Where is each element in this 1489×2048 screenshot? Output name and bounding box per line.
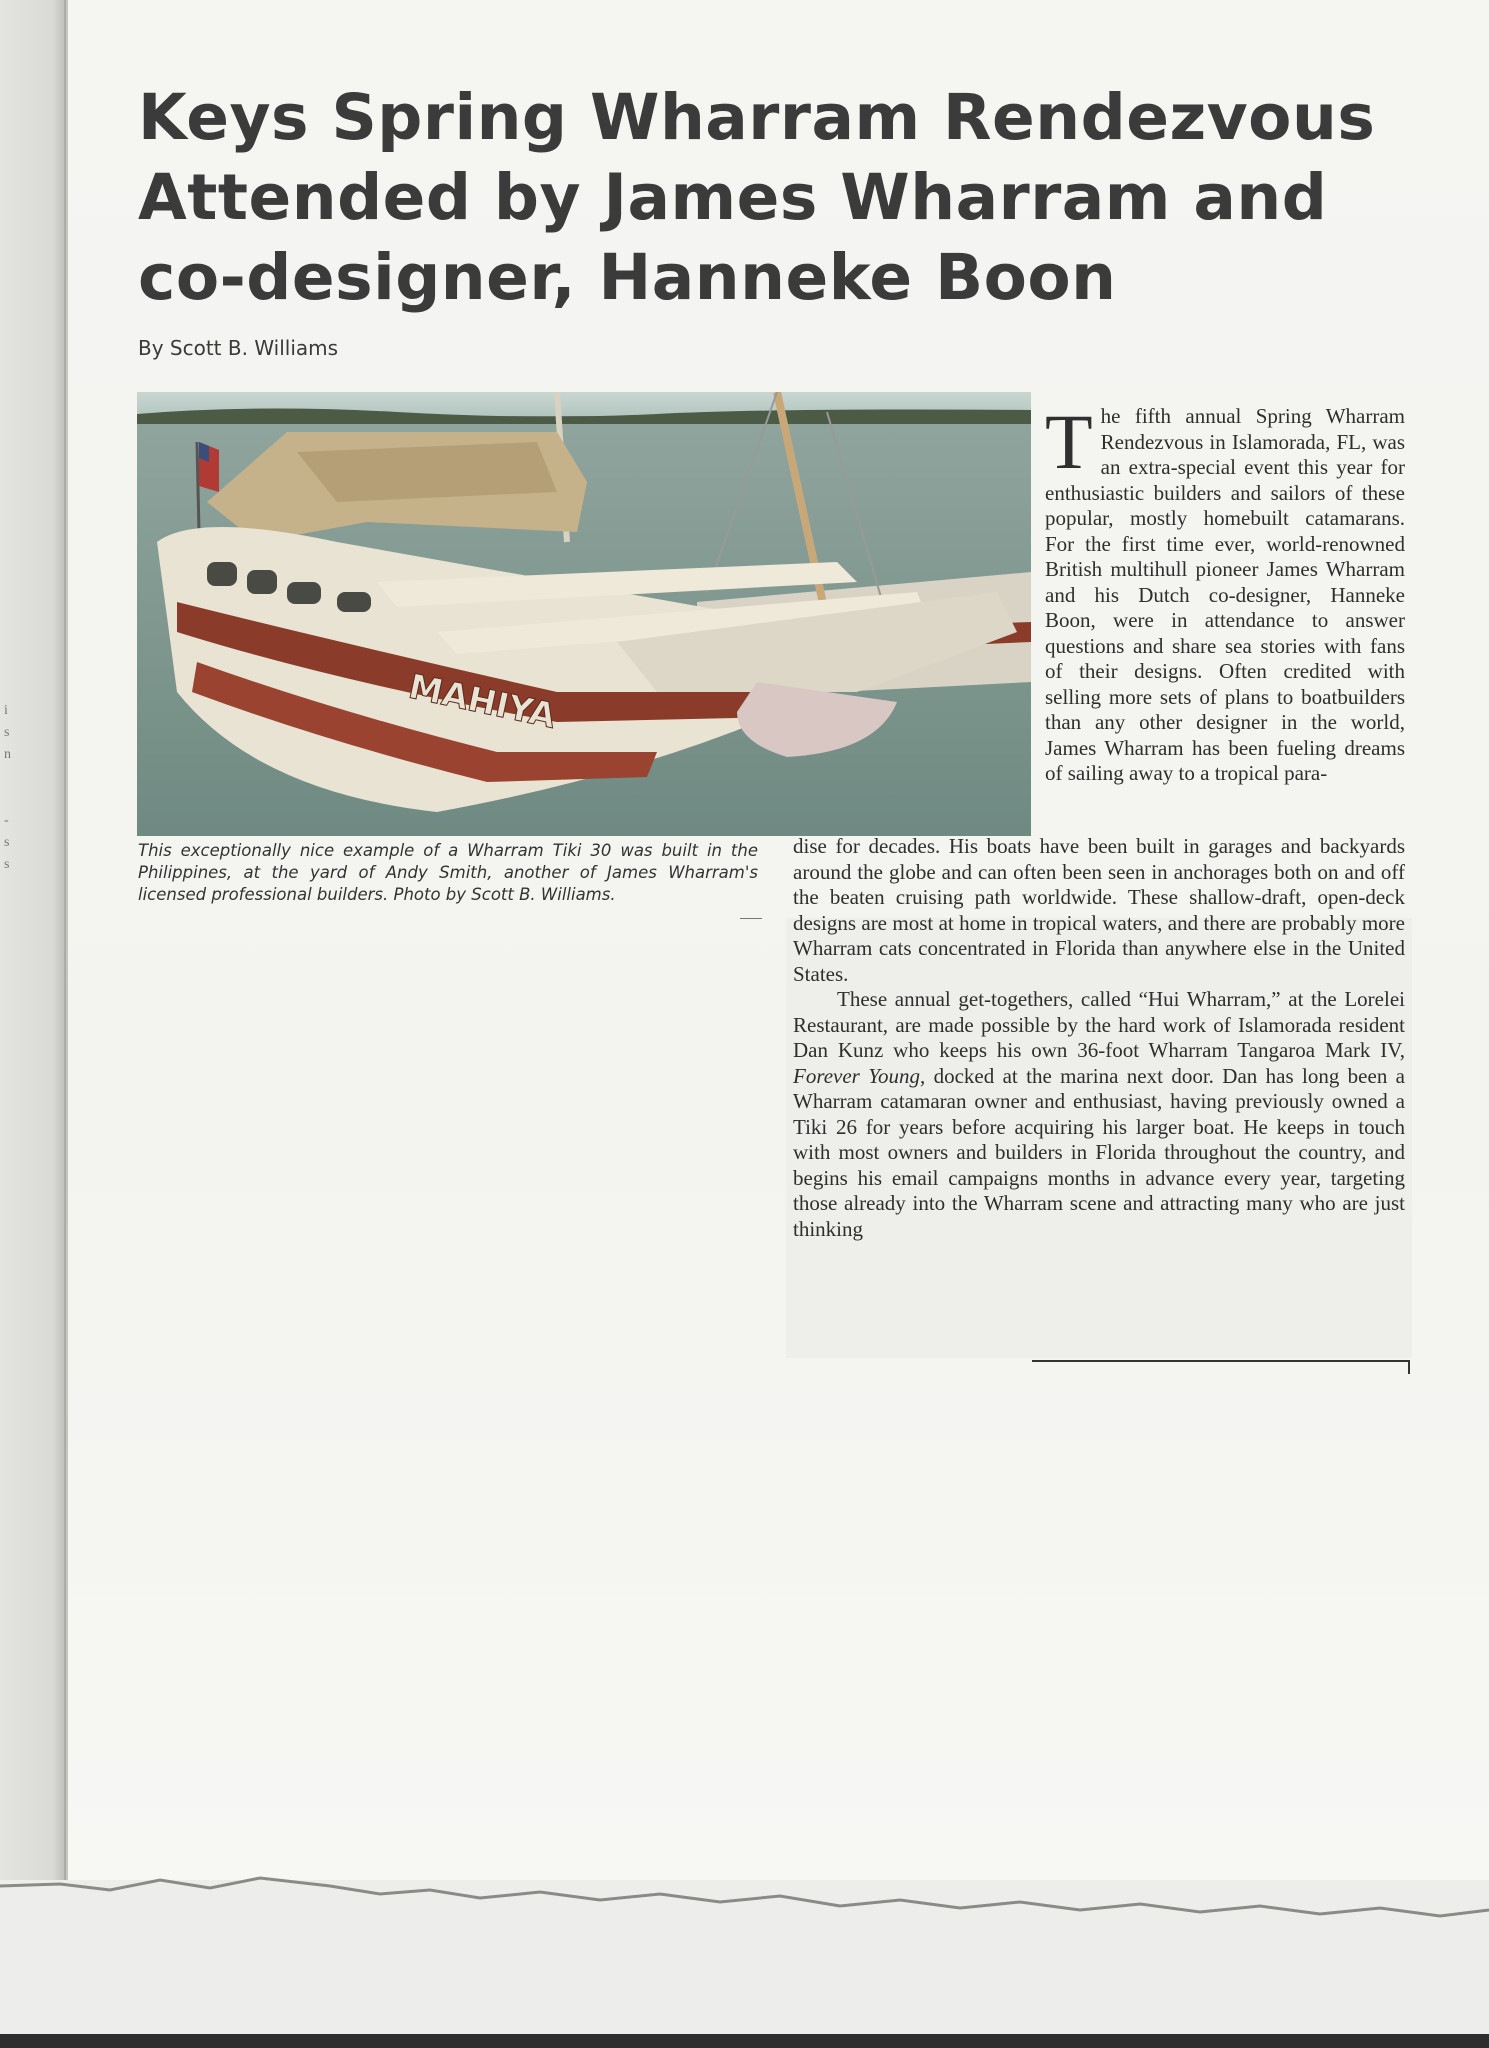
column-end-rule bbox=[1032, 1360, 1410, 1362]
caption-rule bbox=[740, 918, 762, 919]
article-body-column-top bbox=[1045, 398, 1405, 787]
article-body-column-wide bbox=[793, 834, 1405, 1242]
hull-name-lettering: MAHIYA bbox=[405, 666, 560, 737]
scan-left-edge bbox=[0, 0, 66, 2048]
paragraph-1-head: he fifth annual Spring Wharram Rendezvous in Islamorada, FL, was an extra-special event this year for enthusiastic builders and sailors of these popular, mostly homebuilt catamarans. For the first time ever, world-renowned British multihull pioneer James Wharram and his Dutch co-designer, Hanneke Boon, were in attendance to answer questions and share sea stories with fans of their designs. Often credited with selling more sets of plans to boatbuilders than any other designer in the world, James Wharram has been fueling dreams of sailing away to a tropical para- bbox=[1045, 404, 1405, 785]
article-photo bbox=[137, 392, 1031, 836]
article-byline: By Scott B. Williams bbox=[138, 336, 339, 360]
paragraph-2-part-a: These annual get-togethers, called “Hui Wharram,” at the Lorelei Restaurant, are made possible by the hard work of Islamorada resident Dan Kunz who keeps his own 36-foot Wharram Tangaroa Mark IV, bbox=[793, 987, 1405, 1062]
paragraph-2 bbox=[793, 987, 1405, 1242]
photo-caption: This exceptionally nice example of a Wharram Tiki 30 was built in the Philippines, at the yard of Andy Smith, another of James Wharram's licensed professional builders. Photo by Scott B. Williams. bbox=[138, 841, 758, 904]
paragraph-2-part-b: , docked at the marina next door. Dan has long been a Wharram catamaran owner and enthusiast, having previously owned a Tiki 26 for years before acquiring his larger boat. He keeps in touch with most owners and builders in Florida throughout the country, and begins his email campaigns months in advance every year, targeting those already into the Wharram scene and attracting many who are just thinking bbox=[793, 1063, 1406, 1241]
drop-cap: T bbox=[1045, 398, 1093, 485]
article-headline: Keys Spring Wharram Rendezvous Attended by James Wharram and co-designer, Hanneke Boon bbox=[138, 81, 1376, 314]
torn-page-edge bbox=[0, 1850, 1489, 1930]
adjacent-page-letters: i s n - s s bbox=[4, 703, 11, 872]
column-end-rule-tick bbox=[1408, 1360, 1410, 1374]
scanner-bottom-edge bbox=[0, 2034, 1489, 2048]
paragraph-1-tail: dise for decades. His boats have been built in garages and backyards around the globe and can often been seen in anchorages both on and off the beaten cruising path worldwide. These shallow-draft, open-deck designs are most at home in tropical waters, and there are probably more Wharram cats concentrated in Florida than anywhere else in the United States. bbox=[793, 834, 1405, 986]
boat-name: Forever Young bbox=[793, 1063, 920, 1088]
page-fold-line bbox=[64, 0, 68, 1886]
catamaran-photo-illustration bbox=[137, 392, 1031, 836]
